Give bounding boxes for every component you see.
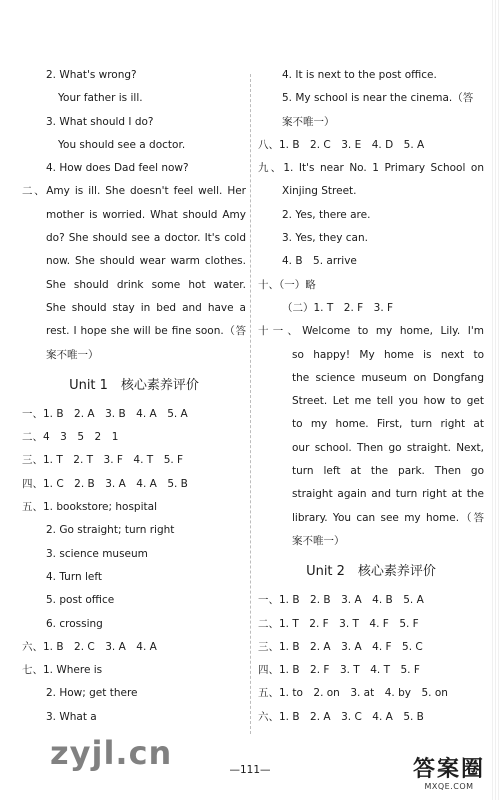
answer-line: 案不唯一）	[46, 348, 99, 361]
answer-line: 二、Amy is ill. She doesn't feel well. Her	[22, 185, 246, 198]
answer-line: 5. My school is near the cinema.（答	[282, 92, 474, 105]
answer-line: Your father is ill.	[58, 92, 143, 105]
answer-line: （二）1. T 2. F 3. F	[282, 301, 394, 314]
right-column	[258, 64, 484, 729]
answer-line: 4. It is next to the post office.	[282, 69, 437, 81]
answer-line: mother is worried. What should Amy	[46, 208, 246, 221]
answer-line: 三、1. T 2. T 3. F 4. T 5. F	[22, 454, 184, 467]
logo-subtext: MXQE.COM	[424, 782, 474, 791]
answer-line: She should drink some hot water.	[46, 278, 246, 291]
answer-line: rest. I hope she will be fine soon.（答	[46, 325, 246, 338]
answer-line: 一、1. B 2. B 3. A 4. B 5. A	[258, 594, 424, 607]
answer-line: our school. Then go straight. Next,	[292, 441, 484, 454]
answer-line: Street. Let me tell you how to get	[292, 395, 484, 408]
answer-line: library. You can see my home.（答	[292, 511, 484, 524]
answer-line: 七、1. Where is	[22, 664, 103, 677]
answer-line: do? She should see a doctor. It's cold	[46, 232, 246, 245]
answer-line: 3. Yes, they can.	[282, 232, 368, 245]
answer-line: 3. science museum	[46, 547, 148, 560]
answer-line: so happy! My home is next to	[292, 348, 484, 361]
answer-line: 六、1. B 2. A 3. C 4. A 5. B	[258, 710, 424, 723]
answer-line: 4. Turn left	[46, 570, 102, 583]
answer-line: 三、1. B 2. A 3. A 4. F 5. C	[258, 640, 423, 653]
answer-line: 3. What a	[46, 710, 97, 723]
answer-line: 2. Yes, there are.	[282, 208, 371, 221]
answer-line: 八、1. B 2. C 3. E 4. D 5. A	[258, 138, 425, 151]
answer-line: 4. How does Dad feel now?	[46, 162, 189, 175]
answer-line: 5. post office	[46, 594, 115, 607]
column-divider	[250, 74, 251, 734]
answer-line: straight again and turn right at the	[292, 488, 484, 501]
page-edge-shading	[492, 0, 500, 800]
answer-line: 6. crossing	[46, 617, 103, 630]
answer-line: 4. B 5. arrive	[282, 255, 357, 268]
answer-line: You should see a doctor.	[58, 138, 186, 151]
left-column	[22, 64, 246, 729]
answer-line: Xinjing Street.	[282, 185, 357, 198]
answer-line: 五、1. bookstore; hospital	[22, 501, 157, 514]
logo-mark: 答案圈	[412, 757, 485, 782]
answer-line: 2. What's wrong?	[46, 69, 137, 81]
answer-line: 2. How; get there	[46, 687, 138, 700]
unit2-heading: Unit 2 核心素养评价	[306, 564, 436, 580]
answer-line: 九、1. It's near No. 1 Primary School on	[258, 162, 484, 175]
answer-line: 四、1. B 2. F 3. T 4. T 5. F	[258, 664, 420, 677]
site-logo	[410, 758, 488, 792]
answer-line: 2. Go straight; turn right	[46, 524, 175, 537]
answer-line: the science museum on Dongfang	[292, 371, 484, 384]
page-number: —111—	[229, 764, 271, 776]
answer-line: 案不唯一）	[282, 115, 335, 128]
answer-line: turn left at the park. Then go	[292, 465, 484, 478]
answer-line: 五、1. to 2. on 3. at 4. by 5. on	[258, 687, 448, 700]
answer-line: 一、1. B 2. A 3. B 4. A 5. A	[22, 407, 188, 420]
answer-line: 二、1. T 2. F 3. T 4. F 5. F	[258, 617, 419, 630]
watermark: zyjl.cn	[50, 734, 173, 772]
answer-line: 十、（一）略	[258, 278, 316, 291]
unit1-heading: Unit 1 核心素养评价	[69, 377, 199, 393]
answer-line: 六、1. B 2. C 3. A 4. A	[22, 640, 157, 653]
answer-line: 案不唯一）	[292, 534, 345, 547]
answer-line: to my home. First, turn right at	[292, 418, 484, 431]
answer-line: 3. What should I do?	[46, 115, 154, 128]
answer-line: 四、1. C 2. B 3. A 4. A 5. B	[22, 477, 188, 490]
answer-line: 二、4 3 5 2 1	[22, 431, 119, 444]
answer-line: now. She should wear warm clothes.	[46, 255, 246, 268]
answer-line: 十一、Welcome to my home, Lily. I'm	[258, 325, 484, 338]
answer-line: She should stay in bed and have a	[46, 301, 246, 314]
